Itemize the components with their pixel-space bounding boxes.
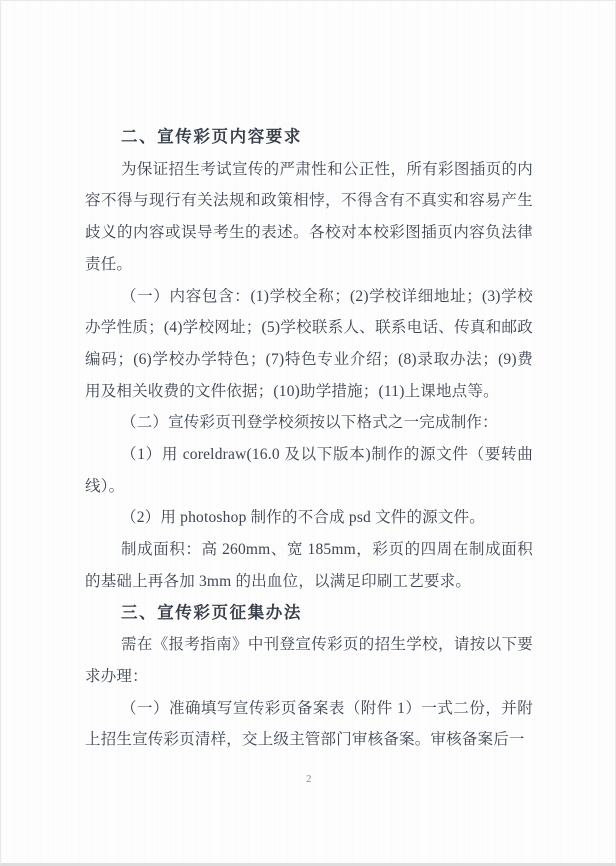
page-number: 2 <box>306 773 312 785</box>
section-heading-3: 三、宣传彩页征集办法 <box>121 603 302 622</box>
paragraph-format-intro: （二）宣传彩页刊登学校须按以下格式之一完成制作： <box>121 414 498 432</box>
paragraph-dimensions: 制成面积：高 260mm、宽 185mm，彩页的四周在制成面积的基础上再各加 3mm 的出血位，以满足印刷工艺要求。 <box>85 541 533 590</box>
section-heading-2: 二、宣传彩页内容要求 <box>121 128 302 146</box>
paragraph-legal-responsibility: 为保证招生考试宣传的严肃性和公正性，所有彩图插页的内容不得与现行有关法规和政策相悖，不得含有不真实和容易产生歧义的内容或误导考生的表述。各校对本校彩图插页内容负法律责任。 <box>85 160 533 273</box>
document-body <box>85 122 533 756</box>
paragraph-collection-intro: 需在《报考指南》中刊登宣传彩页的招生学校，请按以下要求办理： <box>85 636 533 685</box>
paragraph-format-coreldraw: （1）用 coreldraw(16.0 及以下版本)制作的源文件（要转曲线）。 <box>85 446 533 495</box>
paragraph-filing-form: （一）准确填写宣传彩页备案表（附件 1）一式二份，并附上招生宣传彩页清样，交上级主管部门审核备案。审核备案后一 <box>85 699 533 749</box>
paragraph-content-items: （一）内容包含：(1)学校全称；(2)学校详细地址；(3)学校办学性质；(4)学校网址；(5)学校联系人、联系电话、传真和邮政编码；(6)学校办学特色；(7)特色专业介绍；(8)录取办法；(9)费用及相关收费的文件依据；(10)助学措施；(11)上课地点等。 <box>85 287 533 400</box>
paragraph-format-photoshop: （2）用 photoshop 制作的不合成 psd 文件的源文件。 <box>121 509 485 527</box>
